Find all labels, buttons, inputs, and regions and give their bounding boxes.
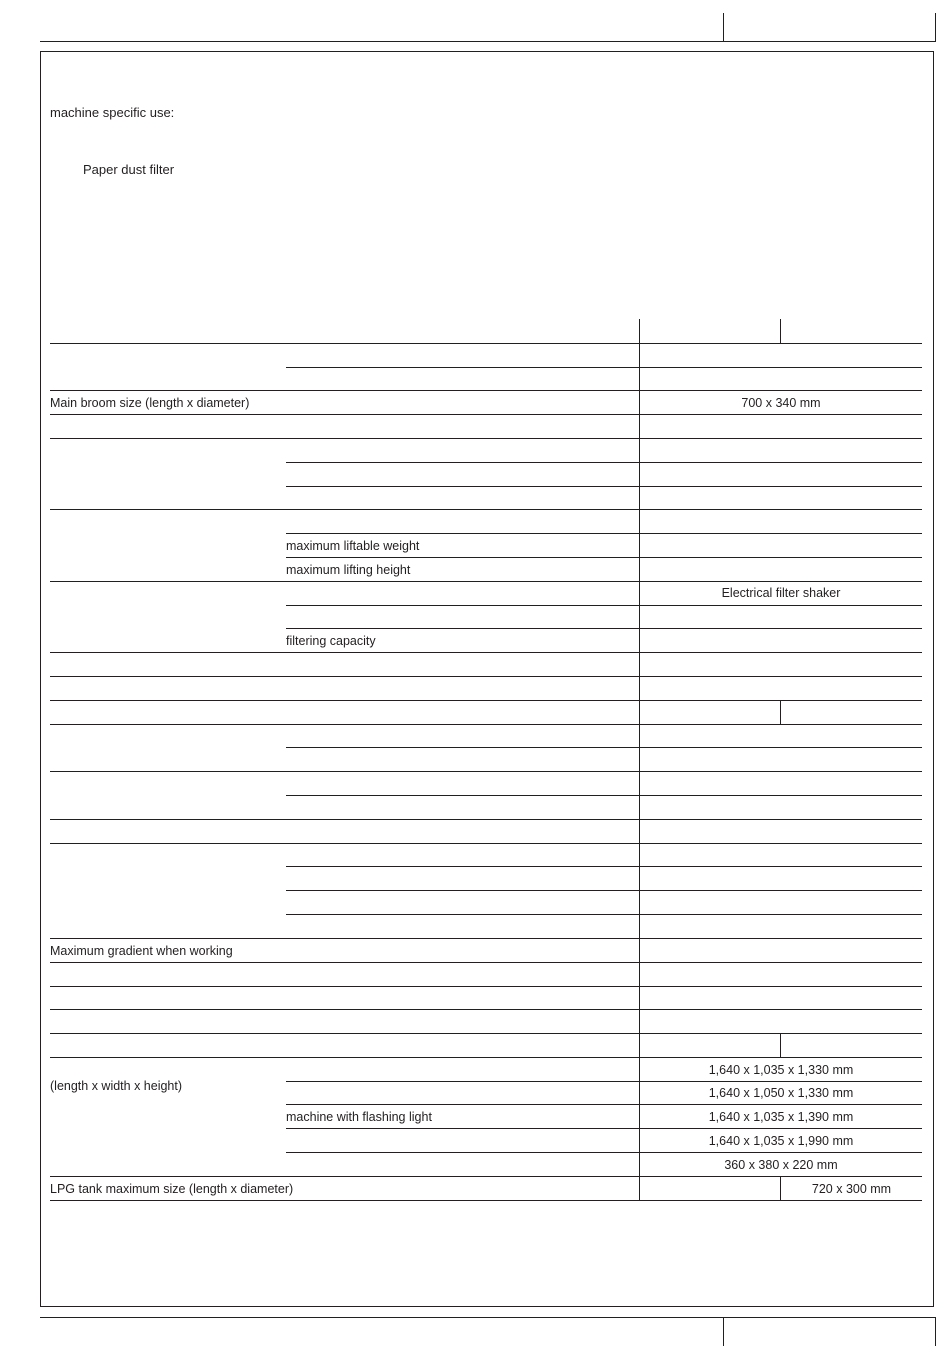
footer-tab-edge (935, 1318, 936, 1346)
lpg-tank-value: 720 x 300 mm (811, 1182, 892, 1196)
subrow-rule (286, 1152, 922, 1153)
row-rule (50, 1009, 922, 1010)
subrow-rule (286, 533, 922, 534)
row-rule (50, 819, 922, 820)
row-rule (50, 676, 922, 677)
dimensions-value: 1,640 x 1,035 x 1,990 mm (708, 1134, 854, 1148)
main-broom-value: 700 x 340 mm (741, 396, 821, 410)
lpg-tank-label: LPG tank maximum size (length x diameter) (50, 1182, 294, 1196)
subrow-rule (286, 486, 922, 487)
filter-item: Paper dust filter (83, 162, 175, 177)
row-rule (50, 962, 922, 963)
main-broom-label: Main broom size (length x diameter) (50, 396, 250, 410)
filtering-capacity-label: filtering capacity (286, 634, 376, 648)
subrow-rule (286, 914, 922, 915)
subrow-rule (286, 866, 922, 867)
lifting-height-label: maximum lifting height (286, 563, 411, 577)
dimensions-value: 1,640 x 1,050 x 1,330 mm (708, 1086, 854, 1100)
row-rule (50, 700, 922, 701)
subrow-rule (286, 1128, 922, 1129)
gradient-label: Maximum gradient when working (50, 944, 233, 958)
row-rule (50, 843, 922, 844)
subrow-rule (286, 367, 922, 368)
table-subcol-divider-low (780, 1033, 781, 1057)
subrow-rule (286, 462, 922, 463)
header-tab-divider (723, 13, 724, 41)
dimensions-value: 1,640 x 1,035 x 1,330 mm (708, 1063, 854, 1077)
row-rule (50, 771, 922, 772)
row-rule (50, 986, 922, 987)
dimensions-value: 1,640 x 1,035 x 1,390 mm (708, 1110, 854, 1124)
machine-use-label: machine specific use: (50, 105, 175, 120)
subrow-rule (286, 795, 922, 796)
subrow-rule (286, 1104, 922, 1105)
footer-tab-divider (723, 1318, 724, 1346)
dimensions-label: (length x width x height) (50, 1079, 183, 1093)
header-rule (40, 41, 936, 42)
table-subcol-divider-top (780, 319, 781, 343)
row-rule (50, 1176, 922, 1177)
flashing-light-label: machine with flashing light (286, 1110, 432, 1124)
row-rule (50, 343, 922, 344)
row-rule (50, 438, 922, 439)
filter-shaker-value: Electrical filter shaker (721, 586, 841, 600)
row-rule (50, 1200, 922, 1201)
liftable-weight-label: maximum liftable weight (286, 539, 420, 553)
row-rule (50, 938, 922, 939)
table-subcol-divider-mid (780, 701, 781, 724)
dimensions-value: 360 x 380 x 220 mm (724, 1158, 838, 1172)
footer-rule (40, 1317, 936, 1318)
header-tab-edge (935, 13, 936, 41)
row-rule (50, 414, 922, 415)
row-rule (50, 509, 922, 510)
subrow-rule (286, 747, 922, 748)
subrow-rule (286, 628, 922, 629)
subrow-rule (286, 1081, 922, 1082)
row-rule (50, 1057, 922, 1058)
row-rule (50, 652, 922, 653)
subrow-rule (286, 890, 922, 891)
row-rule (50, 581, 922, 582)
row-rule (50, 724, 922, 725)
row-rule (50, 390, 922, 391)
subrow-rule (286, 557, 922, 558)
row-rule (50, 1033, 922, 1034)
subrow-rule (286, 605, 922, 606)
